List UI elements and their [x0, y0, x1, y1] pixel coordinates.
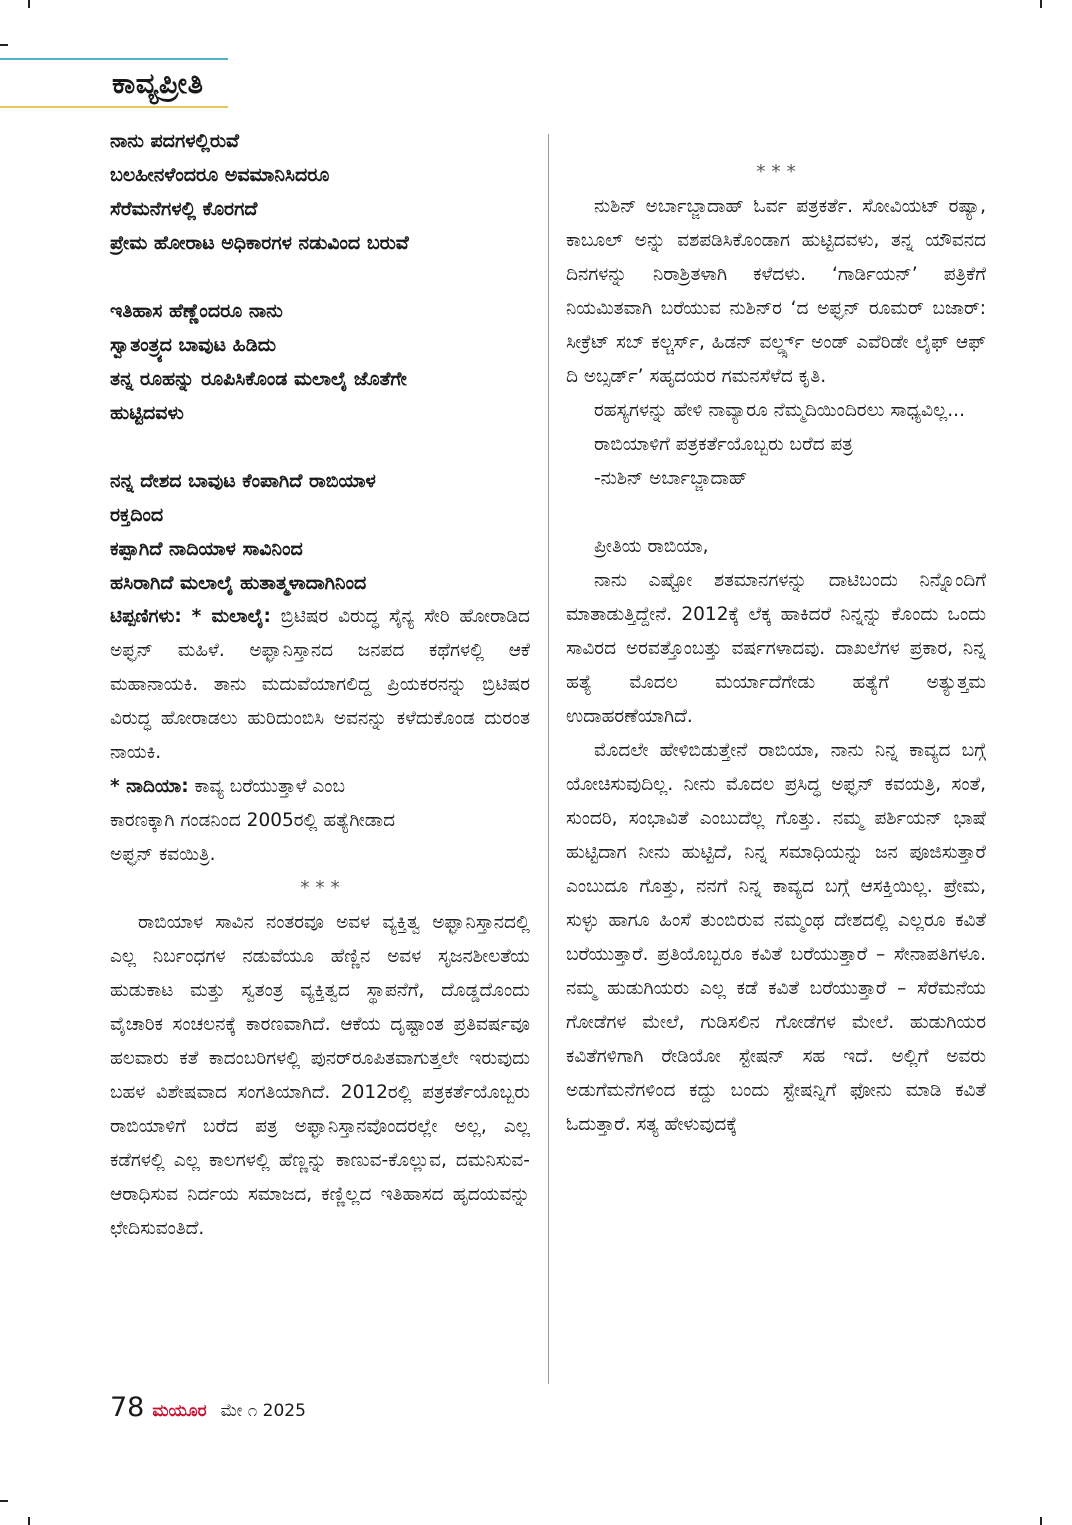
page-number: 78	[110, 1392, 145, 1423]
section-title: ಕಾವ್ಯಪ್ರೀತಿ	[112, 66, 204, 100]
poem-line: ತನ್ನ ರೂಹನ್ನು ರೂಪಿಸಿಕೊಂಡ ಮಲಾಲೈ ಜೊತೆಗೇ	[110, 368, 407, 390]
notes-malalai	[110, 600, 530, 770]
crop-mark	[0, 44, 8, 46]
poem-line: ಇತಿಹಾಸ ಹೆಣ್ಣೆಂದರೂ ನಾನು	[110, 300, 283, 322]
header-rule-bottom	[0, 106, 228, 108]
nadia-marker: * ನಾದಿಯಾ:	[110, 776, 189, 797]
essay-paragraph: ರಾಬಿಯಾಳ ಸಾವಿನ ನಂತರವೂ ಅವಳ ವ್ಯಕ್ತಿತ್ವ ಅಫ್ಘಾನಿಸ್ತಾನದಲ್ಲಿ ಎಲ್ಲ ನಿರ್ಬಂಧಗಳ ನಡುವೆಯೂ ಹೆಣ್ಣಿನ ಅವಳ ಸೃಜನಶೀಲತೆಯ ಹುಡುಕಾಟ ಮತ್ತು ಸ್ವತಂತ್ರ ವ್ಯಕ್ತಿತ್ವದ ಸ್ಥಾಪನೆಗೆ, ದೊಡ್ಡದೊಂದು ವೈಚಾರಿಕ ಸಂಚಲನಕ್ಕೆ ಕಾರಣವಾಗಿದೆ. ಆಕೆಯ ದೃಷ್ಟಾಂತ ಪ್ರತಿವರ್ಷವೂ ಹಲವಾರು ಕತೆ ಕಾದಂಬರಿಗಳಲ್ಲಿ ಪುನರ್‌ರೂಪಿತವಾಗುತ್ತಲೇ ಇರುವುದು ಬಹಳ ವಿಶೇಷವಾದ ಸಂಗತಿಯಾಗಿದೆ. 2012ರಲ್ಲಿ ಪತ್ರಕರ್ತೆಯೊಬ್ಬರು ರಾಬಿಯಾಳಿಗೆ ಬರೆದ ಪತ್ರ ಅಫ್ಘಾನಿಸ್ತಾನವೊಂದರಲ್ಲೇ ಅಲ್ಲ, ಎಲ್ಲ ಕಡೆಗಳಲ್ಲಿ ಎಲ್ಲ ಕಾಲಗಳಲ್ಲಿ ಹೆಣ್ಣನ್ನು ಕಾಣುವ-ಕೊಲ್ಲುವ, ದಮನಿಸುವ- ಆರಾಧಿಸುವ ನಿರ್ದಯ ಸಮಾಜದ, ಕಣ್ಣಿಲ್ಲದ ಇತಿಹಾಸದ ಹೃದಯವನ್ನು ಛೇದಿಸುವಂತಿದೆ.	[110, 912, 530, 1239]
malalai-note-text: ಬ್ರಿಟಿಷರ ವಿರುದ್ಧ ಸೈನ್ಯ ಸೇರಿ ಹೋರಾಡಿದ ಅಫ್ಘನ್ ಮಹಿಳೆ. ಅಫ್ಘಾನಿಸ್ತಾನದ ಜನಪದ ಕಥೆಗಳಲ್ಲಿ ಆಕೆ ಮಹಾನಾಯಕಿ. ತಾನು ಮದುವೆಯಾಗಲಿದ್ದ ಪ್ರಿಯಕರನನ್ನು ಬ್ರಿಟಿಷರ ವಿರುದ್ಧ ಹೋರಾಡಲು ಹುರಿದುಂಬಿಸಿ ಅವನನ್ನು ಕಳೆದುಕೊಂಡ ದುರಂತ ನಾಯಕಿ.	[110, 606, 530, 763]
poem-line: ಬಲಹೀನಳೆಂದರೂ ಅವಮಾನಿಸಿದರೂ	[110, 164, 330, 186]
magazine-name: ಮಯೂರ	[152, 1401, 207, 1421]
nadia-note-text: ಕಾವ್ಯ ಬರೆಯುತ್ತಾಳೆ ಎಂಬ	[194, 776, 346, 797]
left-column	[110, 124, 530, 1386]
header-rule-top	[0, 58, 228, 60]
crop-mark	[1040, 1517, 1042, 1525]
nadia-note-line: ಅಫ್ಘನ್ ಕವಯಿತ್ರಿ.	[110, 844, 216, 865]
poem-line: ನನ್ನ ದೇಶದ ಬಾವುಟ ಕೆಂಪಾಗಿದೆ ರಾಬಿಯಾಳ	[110, 470, 376, 492]
section-header	[0, 58, 232, 108]
poem-line: ನಾನು ಪದಗಳಲ್ಲಿರುವೆ	[110, 130, 239, 152]
letter-paragraph: ಮೊದಲೇ ಹೇಳಿಬಿಡುತ್ತೇನೆ ರಾಬಿಯಾ, ನಾನು ನಿನ್ನ ಕಾವ್ಯದ ಬಗ್ಗೆ ಯೋಚಿಸುವುದಿಲ್ಲ. ನೀನು ಮೊದಲ ಪ್ರಸಿದ್ಧ ಅಫ್ಘನ್ ಕವಯತ್ರಿ, ಸಂತೆ, ಸುಂದರಿ, ಸಂಭಾವಿತೆ ಎಂಬುದೆಲ್ಲ ಗೊತ್ತು. ನಮ್ಮ ಪರ್ಶಿಯನ್ ಭಾಷೆ ಹುಟ್ಟಿದಾಗ ನೀನು ಹುಟ್ಟಿದೆ, ನಿನ್ನ ಸಮಾಧಿಯನ್ನು ಜನ ಪೂಜಿಸುತ್ತಾರೆ ಎಂಬುದೂ ಗೊತ್ತು, ನನಗೆ ನಿನ್ನ ಕಾವ್ಯದ ಬಗ್ಗೆ ಆಸಕ್ತಿಯಿಲ್ಲ. ಪ್ರೇಮ, ಸುಳ್ಳು ಹಾಗೂ ಹಿಂಸೆ ತುಂಬಿರುವ ನಮ್ಮಂಥ ದೇಶದಲ್ಲಿ ಎಲ್ಲರೂ ಕವಿತೆ ಬರೆಯುತ್ತಾರೆ. ಪ್ರತಿಯೊಬ್ಬರೂ ಕವಿತೆ ಬರೆಯುತ್ತಾರೆ – ಸೇನಾಪತಿಗಳೂ. ನಮ್ಮ ಹುಡುಗಿಯರು ಎಲ್ಲ ಕಡೆ ಕವಿತೆ ಬರೆಯುತ್ತಾರೆ – ಸೆರೆಮನೆಯ ಗೋಡೆಗಳ ಮೇಲೆ, ಗುಡಿಸಲಿನ ಗೋಡೆಗಳ ಮೇಲೆ. ಹುಡುಗಿಯರ ಕವಿತೆಗಳಿಗಾಗಿ ರೇಡಿಯೋ ಸ್ಟೇಷನ್ ಸಹ ಇದೆ. ಅಲ್ಲಿಗೆ ಅವರು ಅಡುಗೆಮನೆಗಳಿಂದ ಕದ್ದು ಬಂದು ಸ್ಟೇಷನ್ನಿಗೆ ಫೋನು ಮಾಡಿ ಕವಿತೆ ಓದುತ್ತಾರೆ. ಸತ್ಯ ಹೇಳುವುದಕ್ಕೆ	[566, 740, 986, 1135]
letter-paragraph: ನಾನು ಎಷ್ಟೋ ಶತಮಾನಗಳನ್ನು ದಾಟಿಬಂದು ನಿನ್ನೊಂದಿಗೆ ಮಾತಾಡುತ್ತಿದ್ದೇನೆ. 2012ಕ್ಕೆ ಲೆಕ್ಕ ಹಾಕಿದರೆ ನಿನ್ನನ್ನು ಕೊಂದು ಒಂದು ಸಾವಿರದ ಅರವತ್ತೊಂಬತ್ತು ವರ್ಷಗಳಾದವು. ದಾಖಲೆಗಳ ಪ್ರಕಾರ, ನಿನ್ನ ಹತ್ಯೆ ಮೊದಲ ಮರ್ಯಾದೆಗೇಡು ಹತ್ಯೆಗೆ ಅತ್ಯುತ್ತಮ ಉದಾಹರಣೆಯಾಗಿದೆ.	[566, 570, 986, 727]
crop-mark	[1040, 0, 1042, 8]
issue-date: ಮೇ ೧ 2025	[220, 1401, 306, 1421]
malalai-marker: * ಮಲಾಲೈ:	[191, 606, 271, 627]
right-column	[566, 156, 986, 1386]
poem-stanza	[110, 294, 530, 430]
poem-line: ಸೆರೆಮನೆಗಳಲ್ಲಿ ಕೊರಗದೆ	[110, 198, 258, 220]
poem-line: ಪ್ರೇಮ ಹೋರಾಟ ಅಧಿಕಾರಗಳ ನಡುವಿಂದ ಬರುವೆ	[110, 232, 409, 254]
notes-nadia	[110, 770, 530, 804]
letter-author: -ನುಶಿನ್ ಅರ್ಬಾಬ್ಜಾದಾಹ್	[594, 468, 748, 489]
crop-mark	[28, 0, 30, 8]
letter-salutation: ಪ್ರೀತಿಯ ರಾಬಿಯಾ,	[594, 536, 709, 557]
section-separator: * * *	[300, 878, 340, 899]
poem-stanza	[110, 124, 530, 260]
author-intro: ನುಶಿನ್ ಅರ್ಬಾಬ್ಜಾದಾಹ್ ಓರ್ವ ಪತ್ರಕರ್ತೆ. ಸೋವಿಯಟ್ ರಷ್ಯಾ, ಕಾಬೂಲ್ ಅನ್ನು ವಶಪಡಿಸಿಕೊಂಡಾಗ ಹುಟ್ಟಿದವಳು, ತನ್ನ ಯೌವನದ ದಿನಗಳನ್ನು ನಿರಾಶ್ರಿತಳಾಗಿ ಕಳೆದಳು. ‘ಗಾರ್ಡಿಯನ್’ ಪತ್ರಿಕೆಗೆ ನಿಯಮಿತವಾಗಿ ಬರೆಯುವ ನುಶಿನ್‌ರ ‘ದ ಅಫ್ಘನ್ ರೂಮರ್ ಬಜಾರ್: ಸೀಕ್ರೆಟ್ ಸಬ್ ಕಲ್ಚರ್ಸ್, ಹಿಡನ್ ವರ್ಲ್ಡ್ಸ್ ಅಂಡ್ ಎವೆರಿಡೇ ಲೈಫ್ ಆಫ್ ದಿ ಅಬ್ಸರ್ಡ್’ ಸಹೃದಯರ ಗಮನಸೆಳೆದ ಕೃತಿ.	[566, 196, 986, 387]
notes-label: ಟಿಪ್ಪಣಿಗಳು:	[110, 606, 182, 627]
poem-line: ಕಪ್ಪಾಗಿದೆ ನಾದಿಯಾಳ ಸಾವಿನಿಂದ	[110, 538, 303, 560]
poem-line: ಹಸಿರಾಗಿದೆ ಮಲಾಲೈ ಹುತಾತ್ಮಳಾದಾಗಿನಿಂದ	[110, 572, 367, 594]
section-separator: * * *	[756, 162, 796, 183]
page-footer	[110, 1392, 306, 1432]
nadia-note-line: ಕಾರಣಕ್ಕಾಗಿ ಗಂಡನಿಂದ 2005ರಲ್ಲಿ ಹತ್ಯೆಗೀಡಾದ	[110, 810, 396, 831]
poem-line: ಸ್ವಾತಂತ್ರ್ಯದ ಬಾವುಟ ಹಿಡಿದು	[110, 334, 277, 356]
crop-mark	[0, 1500, 8, 1502]
poem-line: ರಕ್ತದಿಂದ	[110, 504, 164, 526]
crop-mark	[28, 1517, 30, 1525]
poem-line: ಹುಟ್ಟಿದವಳು	[110, 402, 184, 424]
poem-stanza	[110, 464, 530, 600]
epigraph: ರಹಸ್ಯಗಳನ್ನು ಹೇಳಿ ನಾವ್ಯಾರೂ ನೆಮ್ಮದಿಯಿಂದಿರಲು ಸಾಧ್ಯವಿಲ್ಲ...	[594, 400, 965, 421]
column-divider	[548, 134, 549, 1384]
letter-caption: ರಾಬಿಯಾಳಿಗೆ ಪತ್ರಕರ್ತೆಯೊಬ್ಬರು ಬರೆದ ಪತ್ರ	[594, 434, 853, 455]
